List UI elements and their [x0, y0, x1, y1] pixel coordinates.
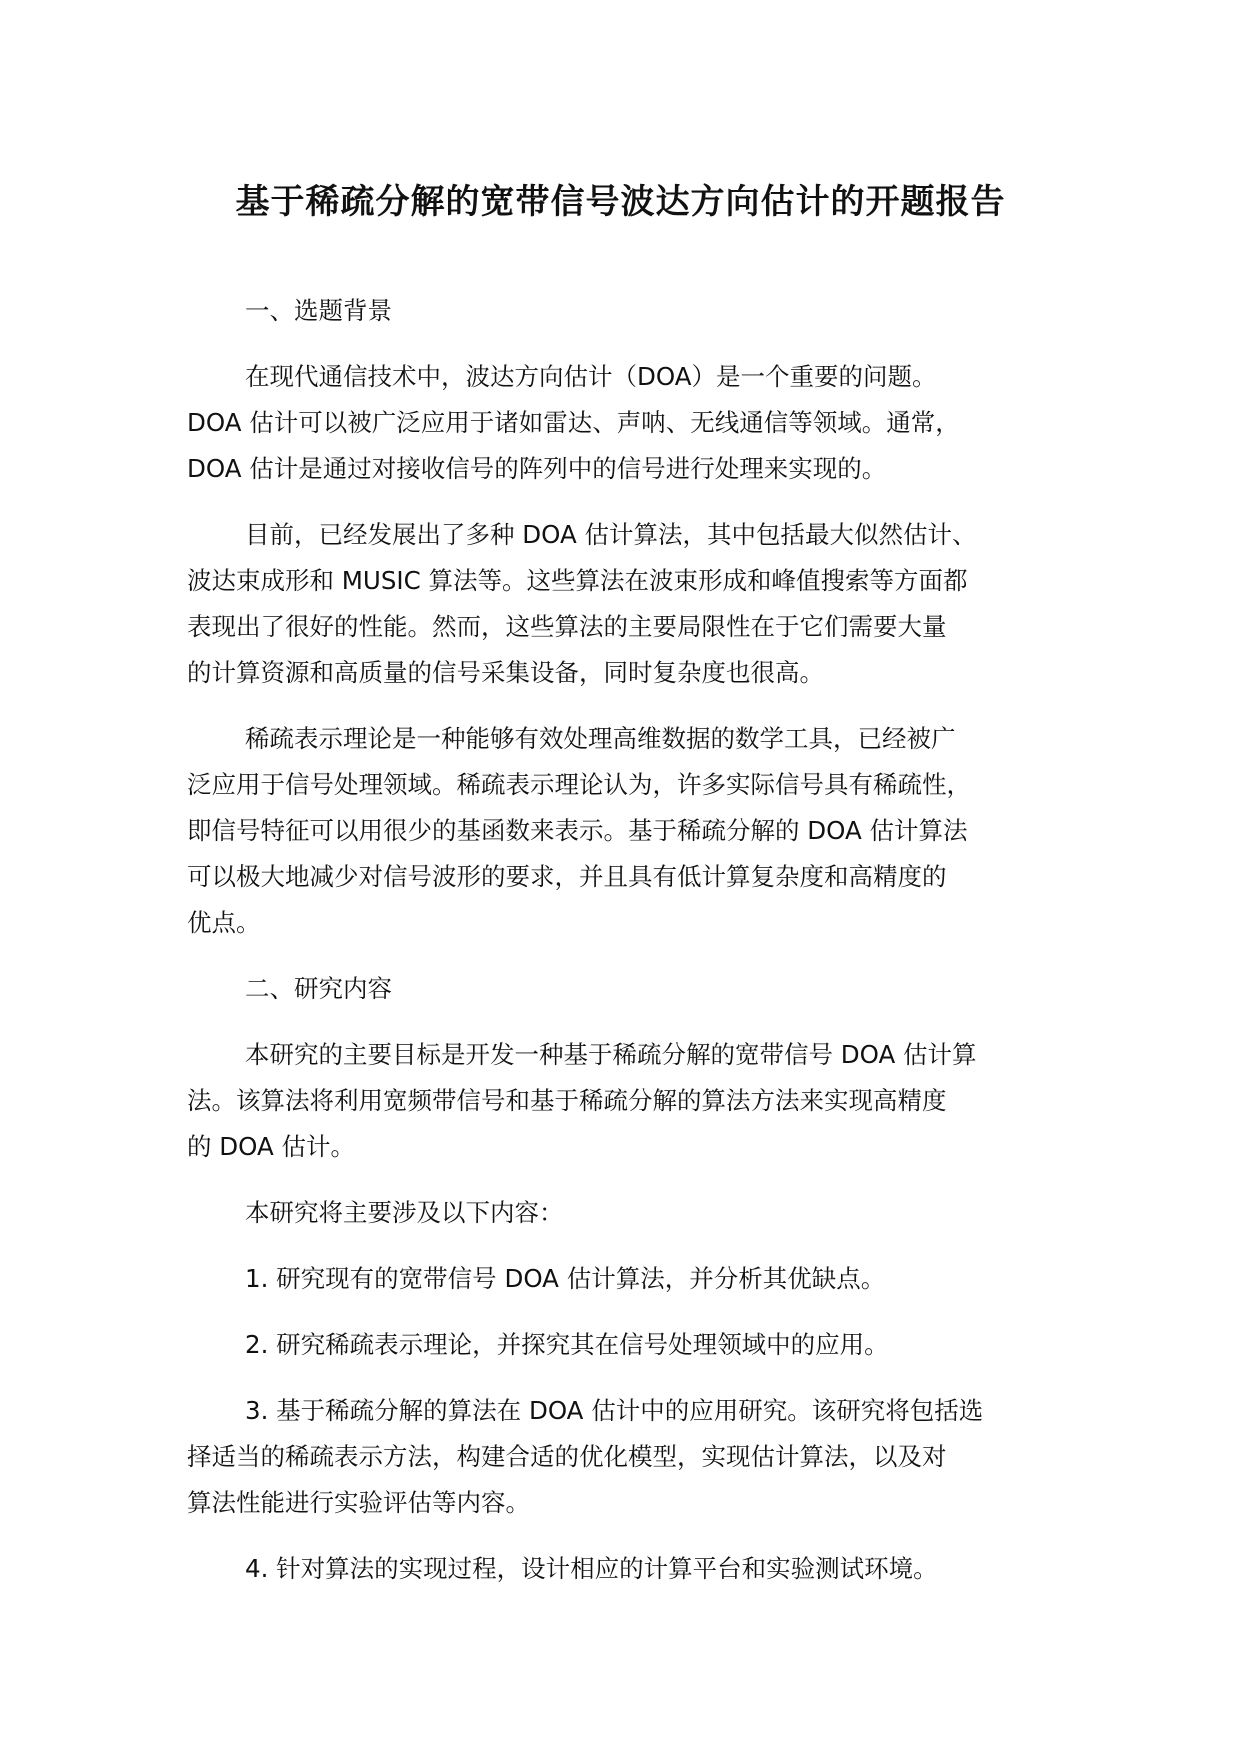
text-line: 算法性能进行实验评估等内容。	[187, 1488, 530, 1517]
text-line: 优点。	[187, 908, 261, 937]
text-line: 即信号特征可以用很少的基函数来表示。基于稀疏分解的 DOA 估计算法	[187, 816, 968, 845]
paragraph	[187, 1032, 1087, 1170]
text-line: 本研究的主要目标是开发一种基于稀疏分解的宽带信号 DOA 估计算	[245, 1040, 977, 1069]
paragraph	[187, 1322, 1087, 1368]
text-line: 的计算资源和高质量的信号采集设备，同时复杂度也很高。	[187, 658, 824, 687]
paragraph	[187, 1190, 1087, 1236]
section-heading: 一、选题背景	[245, 296, 392, 325]
paragraph	[187, 512, 1087, 696]
text-line: 择适当的稀疏表示方法，构建合适的优化模型，实现估计算法，以及对	[187, 1442, 947, 1471]
paragraph	[187, 1256, 1087, 1302]
text-line: 本研究将主要涉及以下内容：	[245, 1198, 564, 1227]
paragraph	[187, 1388, 1087, 1526]
text-line: 表现出了很好的性能。然而，这些算法的主要局限性在于它们需要大量	[187, 612, 947, 641]
text-line: 3. 基于稀疏分解的算法在 DOA 估计中的应用研究。该研究将包括选	[245, 1396, 984, 1425]
document-title: 基于稀疏分解的宽带信号波达方向估计的开题报告	[235, 182, 1006, 222]
text-line: 1. 研究现有的宽带信号 DOA 估计算法，并分析其优缺点。	[245, 1264, 886, 1293]
text-line: 波达束成形和 MUSIC 算法等。这些算法在波束形成和峰值搜索等方面都	[187, 566, 968, 595]
text-line: 法。该算法将利用宽频带信号和基于稀疏分解的算法方法来实现高精度	[187, 1086, 947, 1115]
text-line: 在现代通信技术中，波达方向估计（DOA）是一个重要的问题。	[245, 362, 937, 391]
text-line: 目前，已经发展出了多种 DOA 估计算法，其中包括最大似然估计、	[245, 520, 977, 549]
text-line: 4. 针对算法的实现过程，设计相应的计算平台和实验测试环境。	[245, 1554, 938, 1583]
document-body	[187, 288, 1087, 1612]
text-line: DOA 估计可以被广泛应用于诸如雷达、声呐、无线通信等领域。通常，	[187, 408, 960, 437]
paragraph	[187, 354, 1087, 492]
text-line: DOA 估计是通过对接收信号的阵列中的信号进行处理来实现的。	[187, 454, 887, 483]
text-line: 的 DOA 估计。	[187, 1132, 356, 1161]
text-line: 稀疏表示理论是一种能够有效处理高维数据的数学工具，已经被广	[245, 724, 956, 753]
text-line: 2. 研究稀疏表示理论，并探究其在信号处理领域中的应用。	[245, 1330, 889, 1359]
section-heading: 二、研究内容	[245, 974, 392, 1003]
text-line: 可以极大地减少对信号波形的要求，并且具有低计算复杂度和高精度的	[187, 862, 947, 891]
text-line: 泛应用于信号处理领域。稀疏表示理论认为，许多实际信号具有稀疏性，	[187, 770, 971, 799]
paragraph	[187, 1546, 1087, 1592]
paragraph	[187, 716, 1087, 946]
